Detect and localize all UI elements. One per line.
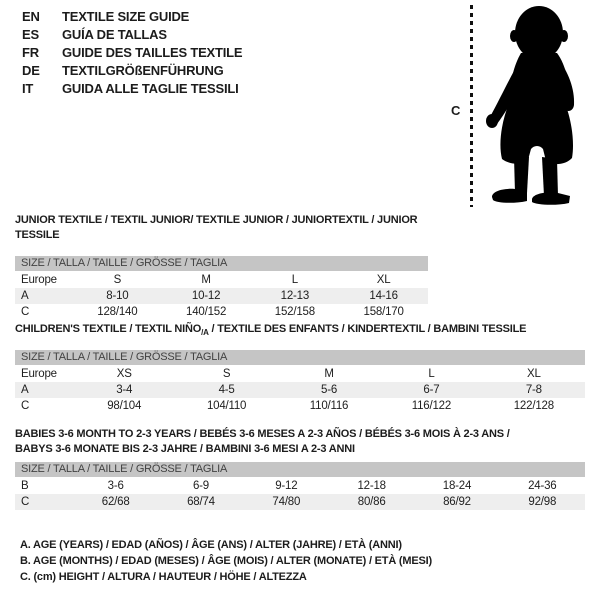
section-junior [15,213,428,320]
language-label: GUÍA DE TALLAS [62,27,167,42]
size-cell: S [113,274,122,286]
language-code: ES [22,27,39,42]
language-label: GUIDE DES TAILLES TEXTILE [62,45,243,60]
size-cell: 18-24 [442,480,472,492]
size-cell: XL [376,274,391,286]
size-cell: 152/158 [274,306,315,318]
row-label: C [21,306,30,318]
table-row [15,398,585,414]
legend [20,537,432,585]
section-title-part: BABIES 3-6 MONTH TO 2-3 YEARS / BEBÉS 3-6 MESES A 2-3 AÑOS / BÉBÉS 3-6 MOIS À 2-3 ANS / [15,428,510,440]
table-row [15,382,585,398]
table-row [15,272,428,288]
measure-label-c: C [451,103,461,118]
toddler-silhouette [476,3,594,205]
language-code: EN [22,9,40,24]
size-cell: 24-36 [528,480,557,492]
language-label: GUIDA ALLE TAGLIE TESSILI [62,81,239,96]
size-cell: 6-9 [192,480,209,492]
size-cell: 10-12 [191,290,221,302]
language-list [22,8,242,98]
size-cell: 110/116 [309,400,349,413]
size-cell: 116/122 [411,400,452,413]
size-cell: 92/98 [528,496,557,508]
size-cell: L [291,274,298,286]
language-row [22,8,242,26]
section-title-part: BABYS 3-6 MONATE BIS 2-3 JAHRE / BAMBINI 3-6 MESI A 2-3 ANNI [15,443,355,455]
size-cell: 12-13 [280,290,310,302]
size-cell: 4-5 [218,384,235,397]
language-row [22,26,242,44]
size-cell: 5-6 [321,384,338,397]
language-row [22,44,242,62]
row-label: C [21,496,30,508]
section-title-part: JUNIOR TEXTILE / TEXTIL JUNIOR/ TEXTILE JUNIOR / JUNIORTEXTIL / JUNIOR TESSILE [15,214,418,241]
table-row [15,304,428,320]
size-cell: 80/86 [357,496,386,508]
language-row [22,80,242,98]
size-cell: 122/128 [513,400,554,413]
language-code: DE [22,63,40,78]
size-cell: 104/110 [206,400,247,413]
size-cell: 128/140 [97,306,138,318]
size-cell: 12-18 [357,480,386,492]
size-header-bar: SIZE / TALLA / TAILLE / GRÖSSE / TAGLIA [15,256,428,271]
table-row [15,288,428,304]
size-table [15,350,585,414]
language-label: TEXTILGRÖßENFÜHRUNG [62,63,224,78]
size-cell: 68/74 [187,496,215,508]
row-label: Europe [21,274,57,286]
size-header-bar: SIZE / TALLA / TAILLE / GRÖSSE / TAGLIA [15,462,585,477]
size-cell: 7-8 [525,384,542,397]
legend-line: C. (cm) HEIGHT / ALTURA / HAUTEUR / HÖHE / ALTEZZA [20,571,307,583]
legend-line: B. AGE (MONTHS) / EDAD (MESES) / ÂGE (MOIS) / ALTER (MONATE) / ETÀ (MESI) [20,555,432,567]
size-cell: 14-16 [369,290,398,302]
size-cell: 62/68 [101,496,130,508]
size-table [15,462,585,510]
size-cell: 86/92 [443,496,471,508]
language-row [22,62,242,80]
language-code: IT [22,81,34,96]
size-cell: M [324,368,334,381]
size-cell: M [201,274,211,286]
size-table [15,256,428,320]
size-cell: 3-6 [107,480,124,492]
section-title [15,213,428,243]
size-cell: XS [116,368,132,381]
legend-line: A. AGE (YEARS) / EDAD (AÑOS) / ÂGE (ANS) / ALTER (JAHRE) / ETÀ (ANNI) [20,539,402,551]
row-label: A [21,290,29,302]
section-children [15,322,585,414]
row-label: C [21,400,30,413]
size-cell: 6-7 [423,384,440,397]
row-label: A [21,384,29,397]
size-cell: 3-4 [116,384,133,397]
size-cell: 98/104 [107,400,142,413]
table-row [15,366,585,382]
size-table-rows [15,478,585,510]
size-cell: 9-12 [275,480,298,492]
size-cell: XL [526,368,541,381]
size-cell: 140/152 [186,306,227,318]
section-title [15,322,585,340]
section-title [15,427,585,457]
size-table-rows [15,366,585,414]
table-row [15,494,585,510]
language-code: FR [22,45,39,60]
size-cell: S [222,368,231,381]
size-cell: 74/80 [272,496,301,508]
section-title-part: CHILDREN'S TEXTILE / TEXTIL NIÑO [15,323,202,335]
table-row [15,478,585,494]
size-cell: 158/170 [363,306,404,318]
size-header-bar: SIZE / TALLA / TAILLE / GRÖSSE / TAGLIA [15,350,585,365]
section-title-part: / TEXTILE DES ENFANTS / KINDERTEXTIL / BAMBINI TESSILE [208,323,527,335]
size-cell: 8-10 [106,290,129,302]
size-table-rows [15,272,428,320]
section-babies [15,427,585,510]
row-label: Europe [21,368,57,381]
height-measure-dashed-line [470,5,473,207]
row-label: B [21,480,29,492]
size-cell: L [428,368,435,381]
section-title-part: /A [201,328,209,338]
language-label: TEXTILE SIZE GUIDE [62,9,190,24]
